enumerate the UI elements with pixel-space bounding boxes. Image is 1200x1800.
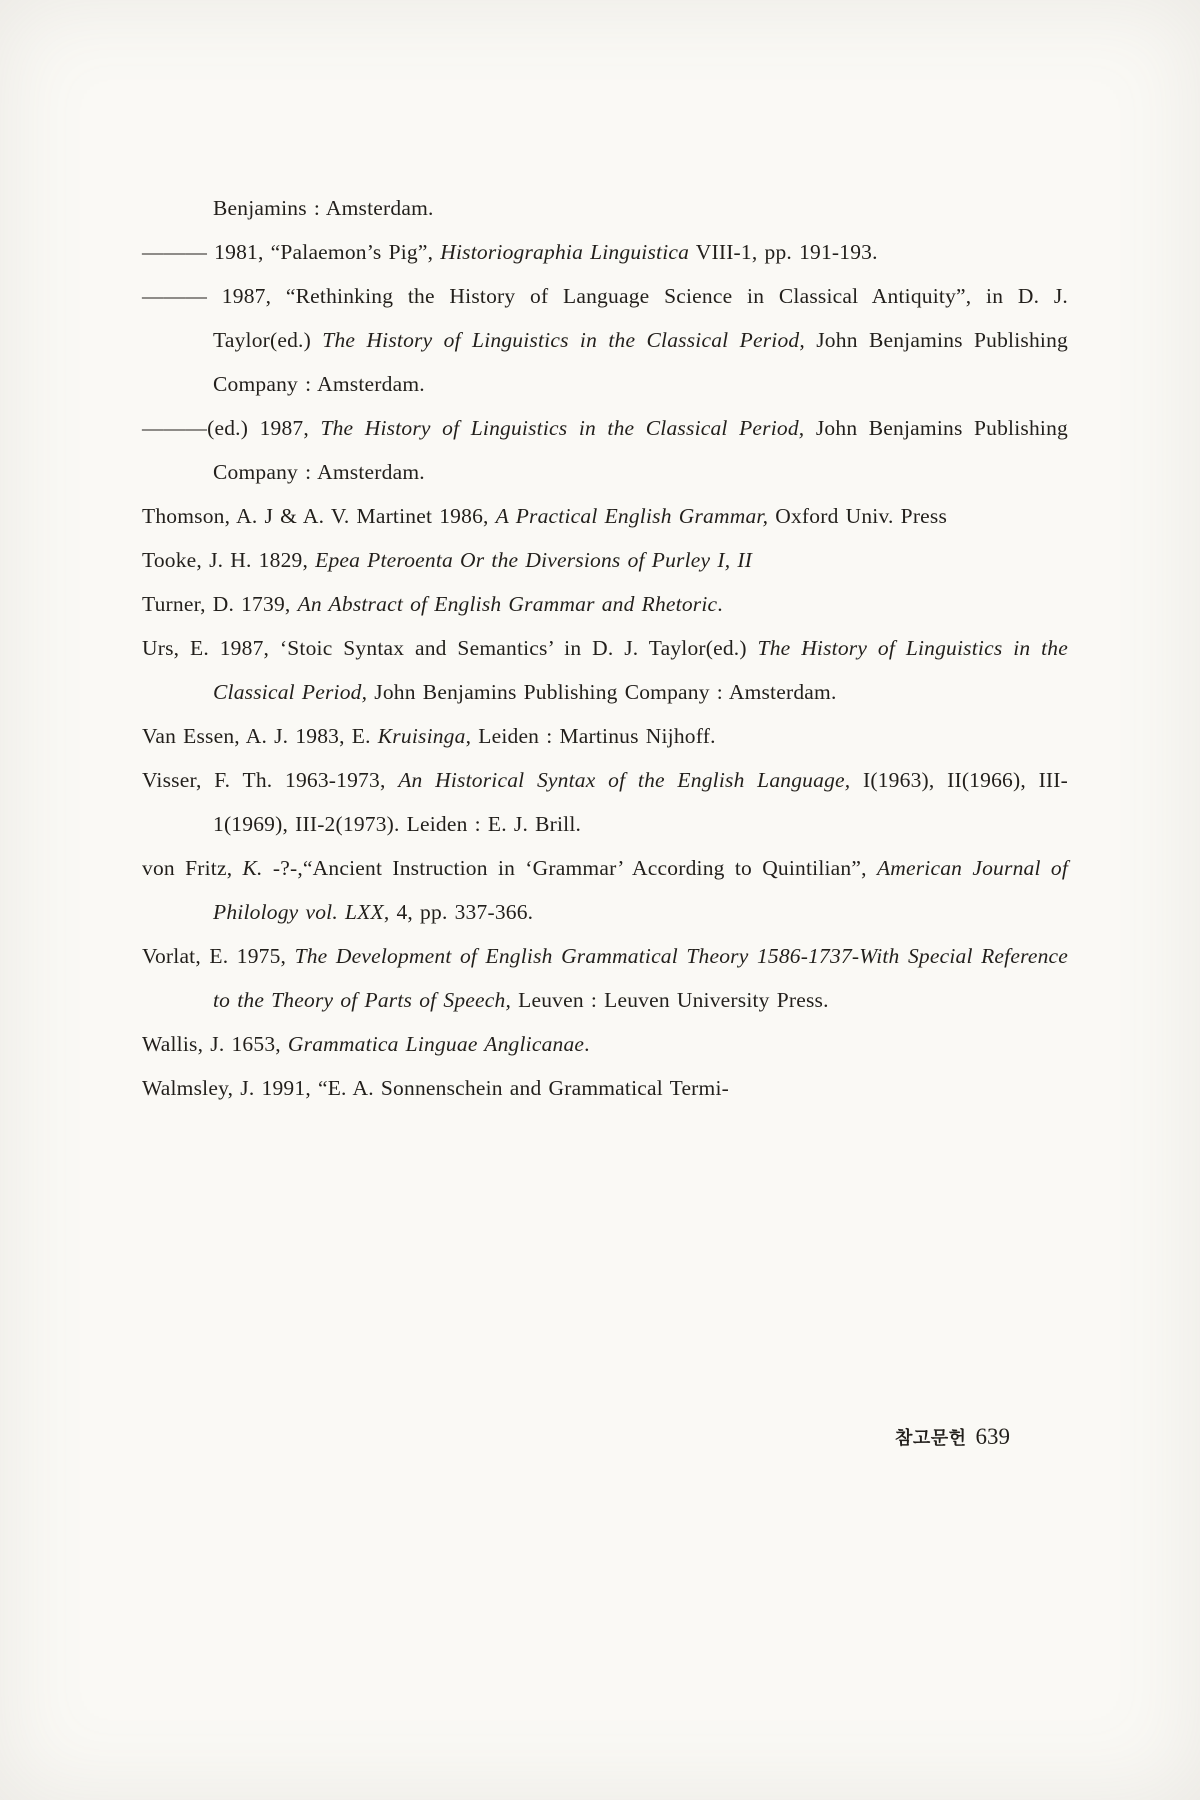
bib-entry-text-segment: Leuven : Leuven University Press. [511,988,829,1012]
bib-entry [142,494,1068,538]
bib-entry-text-segment: . [584,1032,590,1056]
bib-entry-text-segment: , 4, pp. 337-366. [383,900,534,924]
bib-entry-text-segment: Van Essen, A. J. 1983, E. [142,724,378,748]
bib-entry-text-segment: von Fritz, [142,856,243,880]
bib-entry-title-segment: The History of Linguistics in the Classical Period, [320,416,805,440]
bib-entry-text-segment: -?-,“Ancient Instruction in ‘Grammar’ According to Quintilian”, [262,856,877,880]
bib-entry [142,714,1068,758]
bib-entry-text-segment: ——— 1987, “Rethinking the History of Language Science in Classical Antiquity”, in D. J. Taylor(ed.) [142,284,1068,352]
bib-entry [142,230,1068,274]
bib-entry-title-segment: An Historical Syntax of the English Language, [398,768,851,792]
bib-entry-title-segment: The Development of English Grammatical Theory 1586-1737-With Special Reference to the Theory of Parts of Speech, [213,944,1069,1012]
bib-entry-title-segment: Historiographia Linguistica [440,240,690,264]
bib-entry [142,186,1068,230]
bib-entry-title-segment: K. [242,856,263,880]
bib-entry-title-segment: An Abstract of English Grammar and Rhetoric [297,592,718,616]
footer-section-title: 참고문헌 [894,1428,967,1449]
bib-entry-text-segment: I(1963), II(1966), III-1(1969), III-2(1973). Leiden : E. J. Brill. [213,768,1069,836]
bib-entry-text-segment: John Benjamins Publishing Company : Amsterdam. [213,328,1068,396]
bib-entry-text-segment: Vorlat, E. 1975, [142,944,295,968]
bib-entry [142,626,1068,714]
page-number: 639 [975,1424,1010,1449]
bib-entry-title-segment: The History of Linguistics in the Classical Period, [213,636,1068,704]
bib-entry [142,1022,1068,1066]
bib-entry-text-segment: Turner, D. 1739, [142,592,298,616]
bib-entry [142,934,1068,1022]
bib-entry-title-segment: The History of Linguistics in the Classical Period, [322,328,805,352]
bib-entry-text-segment: VIII-1, pp. 191-193. [689,240,878,264]
bibliography [142,186,1068,1110]
bib-entry [142,582,1068,626]
bib-entry-text-segment: Benjamins : Amsterdam. [213,196,434,220]
bib-entry-text-segment: ——— 1981, “Palaemon’s Pig”, [142,240,441,264]
bib-entry-text-segment: John Benjamins Publishing Company : Amsterdam. [213,416,1068,484]
bib-entry-text-segment: Urs, E. 1987, ‘Stoic Syntax and Semantics’ in D. J. Taylor(ed.) [142,636,758,660]
bib-entry-text-segment: , Leiden : Martinus Nijhoff. [465,724,716,748]
bib-entry-title-segment: American Journal of Philology vol. LXX [213,856,1069,924]
bib-entry-title-segment: Grammatica Linguae Anglicanae [287,1032,585,1056]
bib-entry-title-segment: Epea Pteroenta Or the Diversions of Purley I, II [315,548,753,572]
bib-entry [142,846,1068,934]
bib-entry-title-segment: A Practical English Grammar, [495,504,769,528]
bib-entry-text-segment: Oxford Univ. Press [768,504,948,528]
bib-entry [142,274,1068,406]
bib-entry [142,538,1068,582]
bib-entry [142,1066,1068,1110]
bib-entry-text-segment: John Benjamins Publishing Company : Amsterdam. [367,680,837,704]
bib-entry-title-segment: Kruisinga [377,724,466,748]
bib-entry-text-segment: Wallis, J. 1653, [142,1032,288,1056]
bib-entry-text-segment: ———(ed.) 1987, [142,416,321,440]
bib-entry-text-segment: Walmsley, J. 1991, “E. A. Sonnenschein and Grammatical Termi- [142,1076,730,1100]
bib-entry [142,406,1068,494]
page-footer [895,1424,1010,1450]
bib-entry-text-segment: Tooke, J. H. 1829, [142,548,316,572]
bib-entry-text-segment: Visser, F. Th. 1963-1973, [142,768,399,792]
bib-entry [142,758,1068,846]
bib-entry-text-segment: Thomson, A. J & A. V. Martinet 1986, [142,504,496,528]
bib-entry-text-segment: . [717,592,723,616]
